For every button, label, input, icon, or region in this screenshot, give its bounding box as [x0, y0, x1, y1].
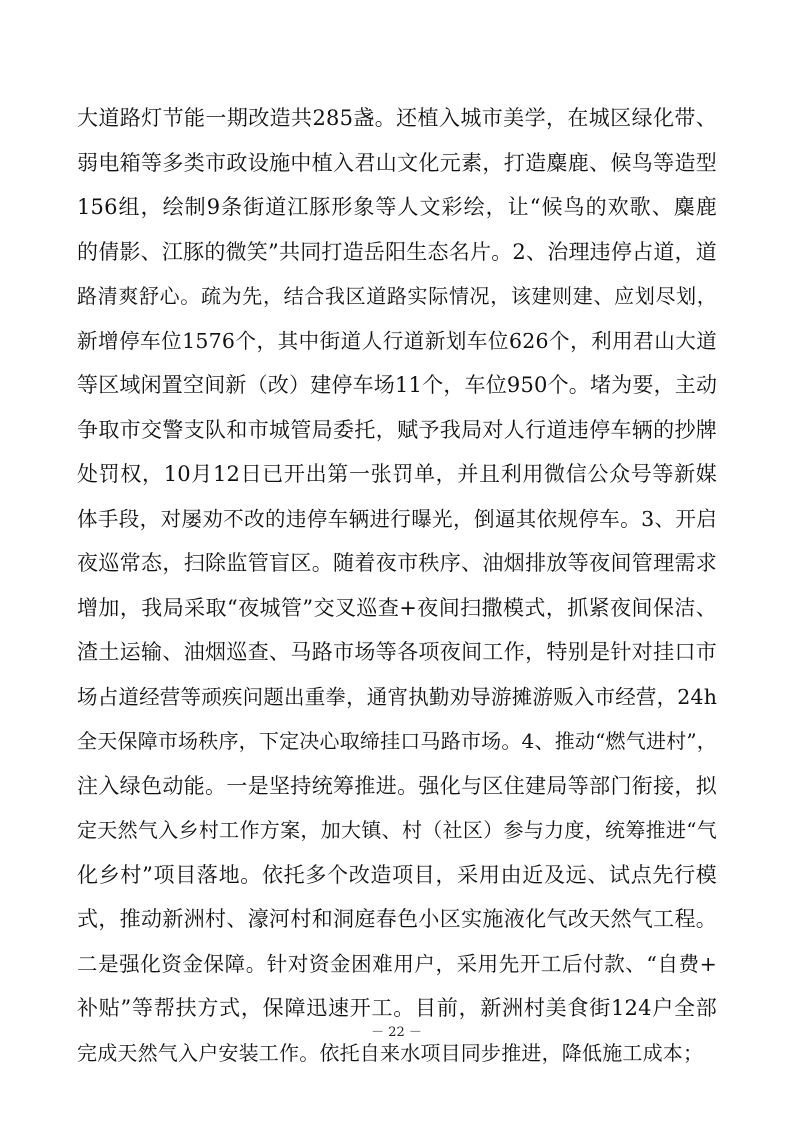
- text-line: 大道路灯节能一期改造共285盏。还植入城市美学，在城区绿化带、: [77, 106, 717, 130]
- text-line: 定天然气入乡村工作方案，加大镇、村（社区）参与力度，统筹推进“气: [77, 818, 717, 842]
- text-line: 全天保障市场秩序，下定决心取缔挂口马路市场。4、推动“燃气进村”，: [77, 729, 717, 753]
- text-line: 完成天然气入户安装工作。依托自来水项目同步推进，降低施工成本；: [77, 1040, 704, 1065]
- text-line: 路清爽舒心。疏为先，结合我区道路实际情况，该建则建、应划尽划，: [77, 284, 717, 308]
- text-line: 式，推动新洲村、濠河村和洞庭春色小区实施液化气改天然气工程。: [77, 907, 717, 931]
- text-line: 化乡村”项目落地。依托多个改造项目，采用由近及远、试点先行模: [77, 862, 717, 887]
- page-number: － 22 －: [371, 1025, 422, 1040]
- text-line: 156组，绘制9条街道江豚形象等人文彩绘，让“候鸟的欢歌、麋鹿: [77, 195, 717, 219]
- text-line: 处罚权，10月12日已开出第一张罚单，并且利用微信公众号等新媒: [77, 462, 717, 486]
- text-line: 场占道经营等顽疾问题出重拳，通宵执勤劝导游摊游贩入市经营，24h: [77, 684, 718, 709]
- text-line: 注入绿色动能。一是坚持统筹推进。强化与区住建局等部门衔接，拟: [77, 773, 717, 798]
- text-line: 夜巡常态，扫除监管盲区。随着夜市秩序、油烟排放等夜间管理需求: [77, 551, 717, 575]
- text-line: 体手段，对屡劝不改的违停车辆进行曝光，倒逼其依规停车。3、开启: [77, 506, 717, 531]
- text-line: 二是强化资金保障。针对资金困难用户，采用先开工后付款、“自费+: [77, 951, 717, 976]
- text-line: 争取市交警支队和市城管局委托，赋予我局对人行道违停车辆的抄牌: [77, 417, 717, 442]
- text-line: 弱电箱等多类市政设施中植入君山文化元素，打造麋鹿、候鸟等造型: [77, 150, 717, 175]
- text-line: 补贴”等帮扶方式，保障迅速开工。目前，新洲村美食街124户全部: [77, 996, 717, 1020]
- text-line: 新增停车位1576个，其中街道人行道新划车位626个，利用君山大道: [77, 328, 717, 353]
- text-line: 渣土运输、油烟巡查、马路市场等各项夜间工作，特别是针对挂口市: [77, 640, 717, 664]
- text-line: 的倩影、江豚的微笑”共同打造岳阳生态名片。2、治理违停占道，道: [77, 239, 717, 264]
- text-line: 等区域闲置空间新（改）建停车场11个，车位950个。堵为要，主动: [77, 373, 718, 397]
- body-text: [77, 96, 717, 1075]
- text-line: 增加，我局采取“夜城管”交叉巡查+夜间扫撒模式，抓紧夜间保洁、: [77, 595, 717, 620]
